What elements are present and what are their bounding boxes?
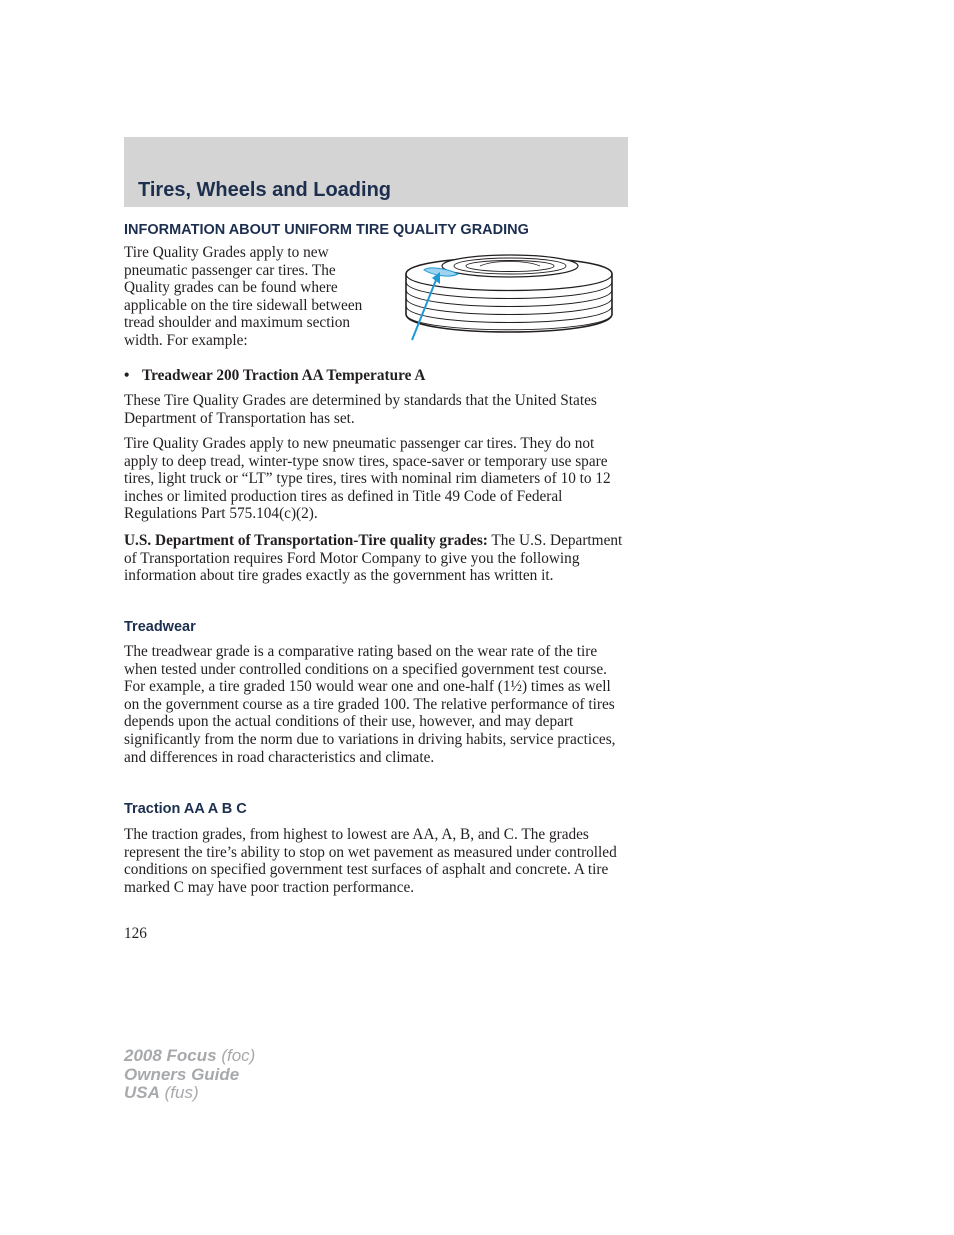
- footer-guide: Owners Guide: [124, 1064, 240, 1084]
- traction-paragraph: The traction grades, from highest to lowest are AA, A, B, and C. The grades represent the tire’s ability to stop on wet pavement as measured under controlled conditions on specified government test surfaces of asphalt and concrete. A tire marked C may have poor traction performance.: [124, 826, 617, 896]
- section-heading: INFORMATION ABOUT UNIFORM TIRE QUALITY GRADING: [124, 222, 529, 238]
- intro-paragraph: Tire Quality Grades apply to new pneumatic passenger car tires. The Quality grades can be found where applicable on the tire sidewall between tread shoulder and maximum section width. For example:: [124, 244, 363, 349]
- footer-model-code: (foc): [221, 1046, 256, 1065]
- traction-heading: Traction AA A B C: [124, 801, 247, 817]
- dot-grades-paragraph: [124, 532, 628, 585]
- chapter-title: Tires, Wheels and Loading: [138, 179, 392, 201]
- treadwear-heading: Treadwear: [124, 619, 196, 635]
- footer-region-code: (fus): [164, 1083, 199, 1102]
- page-number: 126: [124, 925, 147, 942]
- bullet-text: Treadwear 200 Traction AA Temperature A: [142, 367, 426, 384]
- standards-paragraph: These Tire Quality Grades are determined by standards that the United States Department of Transportation has set.: [124, 392, 597, 427]
- tire-icon: [398, 244, 618, 344]
- treadwear-paragraph: The treadwear grade is a comparative rating based on the wear rate of the tire when tested under controlled conditions on a specified government test course. For example, a tire graded 150 would wear one and one-half (1½) times as well on the government course as a tire graded 100. The relative performance of tires depends upon the actual conditions of their use, however, and may depart significantly from the norm due to variations in driving habits, service practices, and differences in road characteristics and climate.: [124, 643, 616, 766]
- dot-grades-lead: U.S. Department of Transportation-Tire quality grades:: [124, 532, 488, 549]
- applicability-paragraph: Tire Quality Grades apply to new pneumatic passenger car tires. They do not apply to deep tread, winter-type snow tires, space-saver or temporary use spare tires, light truck or “LT” type tires, tires with nominal rim diameters of 10 to 12 inches or limited production tires as defined in Title 49 Code of Federal Regulations Part 575.104(c)(2).: [124, 435, 611, 523]
- chapter-header-band: [124, 137, 628, 207]
- footer-model-line: [124, 1047, 255, 1066]
- footer-region: USA: [124, 1083, 160, 1102]
- grade-example-bullet: [124, 367, 628, 385]
- footer-guide-line: [124, 1066, 255, 1085]
- footer-region-line: [124, 1084, 255, 1103]
- tire-illustration: [398, 244, 618, 344]
- footer-model: 2008 Focus: [124, 1046, 217, 1065]
- dot-grades-text: The U.S. Department of Transportation requires Ford Motor Company to give you the following information about tire grades exactly as the government has written it.: [124, 532, 623, 585]
- bullet-dot: •: [124, 367, 130, 384]
- document-footer: [124, 1047, 255, 1103]
